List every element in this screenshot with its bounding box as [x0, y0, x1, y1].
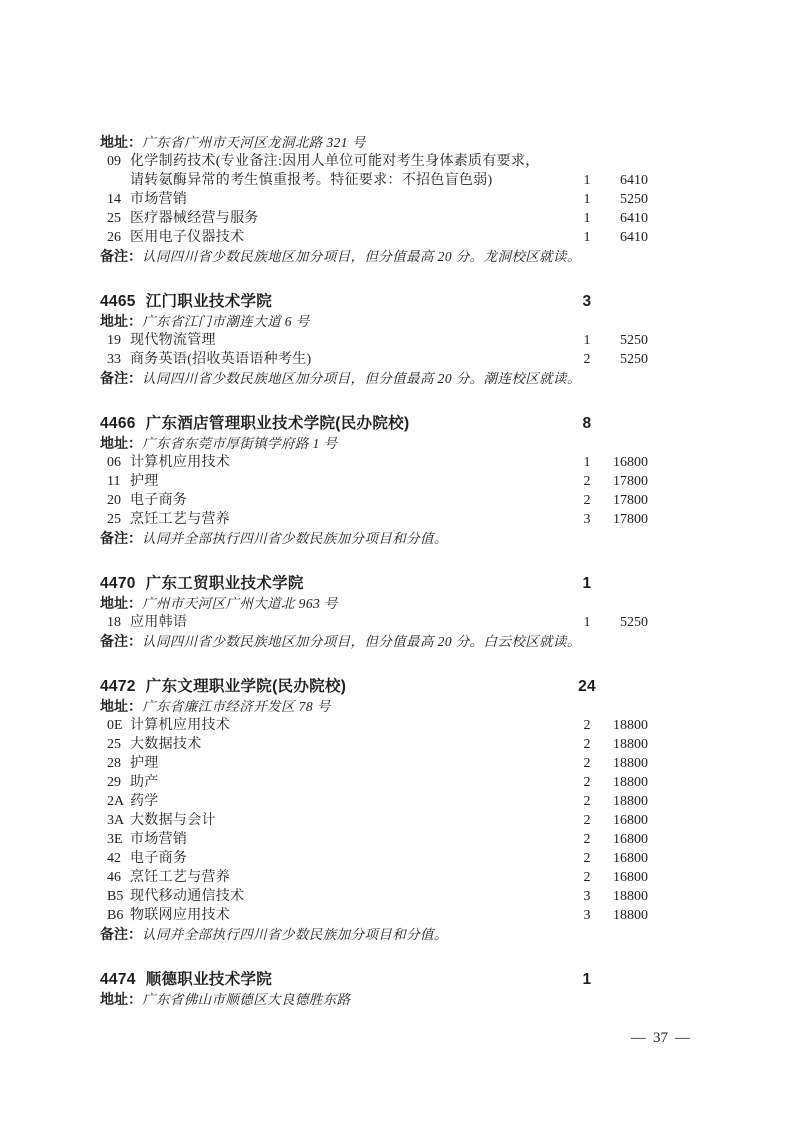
major-name: 市场营销 — [130, 832, 188, 847]
major-row — [100, 868, 648, 887]
major-name: 市场营销 — [130, 192, 188, 207]
note-label: 备注： — [100, 633, 142, 649]
institution-section — [100, 676, 648, 944]
note-label: 备注： — [100, 530, 142, 546]
major-code: 11 — [107, 474, 121, 489]
major-code: 0E — [107, 718, 123, 733]
major-tuition: 18800 — [613, 908, 648, 923]
address-label: 地址： — [100, 134, 142, 150]
institution-plan-count: 1 — [582, 971, 592, 988]
major-row — [100, 792, 648, 811]
major-code: 06 — [107, 455, 121, 470]
major-row — [100, 510, 648, 529]
major-plan-count: 2 — [583, 870, 591, 885]
major-row — [100, 491, 648, 510]
major-name: 烹饪工艺与营养 — [130, 512, 231, 527]
major-name: 医疗器械经营与服务 — [130, 211, 259, 226]
major-tuition: 5250 — [620, 192, 648, 207]
major-code: 33 — [107, 352, 121, 367]
institution-section — [100, 413, 648, 548]
address-line — [100, 697, 648, 716]
major-code: 18 — [107, 615, 121, 630]
address-label: 地址： — [100, 698, 142, 714]
major-name: 现代物流管理 — [130, 333, 216, 348]
major-name: 电子商务 — [130, 851, 188, 866]
note-label: 备注： — [100, 370, 142, 386]
major-plan-count: 1 — [583, 615, 591, 630]
major-row — [100, 830, 648, 849]
note-line — [100, 369, 648, 388]
address-line — [100, 312, 648, 331]
major-plan-count: 3 — [583, 889, 591, 904]
major-name: 电子商务 — [130, 493, 188, 508]
major-name: 助产 — [130, 775, 159, 790]
institution-name: 广东酒店管理职业技术学院(民办院校) — [145, 415, 410, 432]
institution-name: 顺德职业技术学院 — [145, 971, 273, 988]
page-number: 37 — [653, 1030, 668, 1046]
institution-name: 广东文理职业学院(民办院校) — [145, 678, 347, 695]
major-row — [100, 849, 648, 868]
major-tuition: 16800 — [613, 851, 648, 866]
major-tuition: 16800 — [613, 455, 648, 470]
major-row — [100, 152, 648, 171]
institution-code: 4470 — [100, 575, 136, 592]
major-name: 护理 — [130, 756, 159, 771]
major-name: 现代移动通信技术 — [130, 889, 245, 904]
institution-plan-count: 24 — [578, 678, 596, 695]
major-tuition: 6410 — [620, 230, 648, 245]
major-row — [100, 453, 648, 472]
major-row — [100, 716, 648, 735]
institution-header — [100, 413, 648, 434]
major-row — [100, 209, 648, 228]
major-name: 计算机应用技术 — [130, 455, 231, 470]
institution-code: 4465 — [100, 293, 136, 310]
major-code: 46 — [107, 870, 121, 885]
major-plan-count: 2 — [583, 775, 591, 790]
major-tuition: 18800 — [613, 889, 648, 904]
major-row — [100, 613, 648, 632]
major-row — [100, 350, 648, 369]
institution-header — [100, 969, 648, 990]
institution-header — [100, 676, 648, 697]
major-name: 烹饪工艺与营养 — [130, 870, 231, 885]
institution-section — [100, 133, 648, 266]
major-code: 09 — [107, 154, 121, 169]
address-line — [100, 434, 648, 453]
address-line — [100, 133, 648, 152]
major-code: 28 — [107, 756, 121, 771]
admission-list — [100, 133, 648, 1009]
major-row — [100, 906, 648, 925]
institution-code: 4472 — [100, 678, 136, 695]
major-plan-count: 3 — [583, 512, 591, 527]
major-row — [100, 472, 648, 491]
institution-section — [100, 291, 648, 388]
major-name: 医用电子仪器技术 — [130, 230, 245, 245]
major-tuition: 17800 — [613, 512, 648, 527]
page-footer — [631, 1028, 690, 1048]
major-plan-count: 1 — [583, 333, 591, 348]
major-plan-count: 2 — [583, 794, 591, 809]
major-tuition: 5250 — [620, 333, 648, 348]
major-code: 26 — [107, 230, 121, 245]
major-name: 应用韩语 — [130, 615, 188, 630]
major-plan-count: 2 — [583, 718, 591, 733]
major-tuition: 18800 — [613, 794, 648, 809]
major-row — [100, 754, 648, 773]
major-tuition: 5250 — [620, 352, 648, 367]
note-label: 备注： — [100, 248, 142, 264]
major-tuition: 17800 — [613, 474, 648, 489]
major-code: B5 — [107, 889, 124, 904]
major-name: 药学 — [130, 794, 159, 809]
address-line — [100, 990, 648, 1009]
major-plan-count: 3 — [583, 908, 591, 923]
major-name: 大数据技术 — [130, 737, 202, 752]
note-line — [100, 632, 648, 651]
major-name: 商务英语(招收英语语种考生) — [130, 352, 312, 367]
institution-section — [100, 969, 648, 1009]
institution-plan-count: 8 — [582, 415, 592, 432]
major-plan-count: 2 — [583, 493, 591, 508]
major-plan-count: 2 — [583, 813, 591, 828]
address-text: 广东省江门市潮连大道 6 号 — [142, 314, 310, 329]
major-tuition: 18800 — [613, 718, 648, 733]
address-text: 广东省东莞市厚街镇学府路 1 号 — [142, 436, 338, 451]
institution-header — [100, 291, 648, 312]
note-line — [100, 925, 648, 944]
major-tuition: 16800 — [613, 870, 648, 885]
major-tuition: 18800 — [613, 756, 648, 771]
major-name: 化学制药技术(专业备注:因用人单位可能对考生身体素质有要求， — [130, 154, 540, 169]
note-line — [100, 529, 648, 548]
major-row — [100, 811, 648, 830]
institution-name: 江门职业技术学院 — [145, 293, 273, 310]
major-code: 42 — [107, 851, 121, 866]
major-tuition: 6410 — [620, 173, 648, 188]
major-tuition: 16800 — [613, 832, 648, 847]
institution-plan-count: 3 — [582, 293, 592, 310]
institution-code: 4474 — [100, 971, 136, 988]
major-row — [100, 331, 648, 350]
major-tuition: 16800 — [613, 813, 648, 828]
footer-dash-left: — — [631, 1030, 646, 1046]
note-line — [100, 247, 648, 266]
major-row — [100, 190, 648, 209]
major-row — [100, 735, 648, 754]
major-code: 25 — [107, 512, 121, 527]
note-text: 认同并全部执行四川省少数民族加分项目和分值。 — [142, 531, 448, 546]
note-label: 备注： — [100, 926, 142, 942]
institution-header — [100, 573, 648, 594]
address-text: 广东省佛山市顺德区大良德胜东路 — [142, 992, 351, 1007]
major-code: 3E — [107, 832, 123, 847]
institution-plan-count: 1 — [582, 575, 592, 592]
major-plan-count: 2 — [583, 737, 591, 752]
institution-code: 4466 — [100, 415, 136, 432]
address-label: 地址： — [100, 595, 142, 611]
major-name: 计算机应用技术 — [130, 718, 231, 733]
major-name: 物联网应用技术 — [130, 908, 231, 923]
major-plan-count: 2 — [583, 474, 591, 489]
note-text: 认同四川省少数民族地区加分项目，但分值最高 20 分。白云校区就读。 — [142, 634, 581, 649]
institution-section — [100, 573, 648, 651]
major-tuition: 5250 — [620, 615, 648, 630]
major-name-continued: 请转氨酶异常的考生慎重报考。特征要求：不招色盲色弱) — [130, 173, 493, 188]
major-code: 25 — [107, 211, 121, 226]
footer-dash-right: — — [675, 1030, 690, 1046]
major-plan-count: 1 — [583, 173, 591, 188]
major-tuition: 18800 — [613, 737, 648, 752]
major-code: 29 — [107, 775, 121, 790]
major-code: 20 — [107, 493, 121, 508]
major-continuation-row — [100, 171, 648, 190]
major-tuition: 6410 — [620, 211, 648, 226]
major-code: 19 — [107, 333, 121, 348]
major-code: 3A — [107, 813, 125, 828]
major-plan-count: 2 — [583, 832, 591, 847]
major-plan-count: 2 — [583, 352, 591, 367]
major-code: 25 — [107, 737, 121, 752]
major-plan-count: 1 — [583, 192, 591, 207]
major-row — [100, 228, 648, 247]
institution-name: 广东工贸职业技术学院 — [145, 575, 304, 592]
major-plan-count: 1 — [583, 211, 591, 226]
address-label: 地址： — [100, 435, 142, 451]
address-label: 地址： — [100, 313, 142, 329]
address-label: 地址： — [100, 991, 142, 1007]
address-text: 广东省廉江市经济开发区 78 号 — [142, 699, 331, 714]
major-name: 护理 — [130, 474, 159, 489]
major-row — [100, 887, 648, 906]
major-plan-count: 1 — [583, 455, 591, 470]
major-plan-count: 1 — [583, 230, 591, 245]
major-name: 大数据与会计 — [130, 813, 216, 828]
address-line — [100, 594, 648, 613]
note-text: 认同四川省少数民族地区加分项目，但分值最高 20 分。龙洞校区就读。 — [142, 249, 581, 264]
address-text: 广州市天河区广州大道北 963 号 — [142, 596, 338, 611]
note-text: 认同并全部执行四川省少数民族加分项目和分值。 — [142, 927, 448, 942]
major-row — [100, 773, 648, 792]
address-text: 广东省广州市天河区龙洞北路 321 号 — [142, 135, 366, 150]
major-code: 2A — [107, 794, 125, 809]
major-plan-count: 2 — [583, 756, 591, 771]
major-code: 14 — [107, 192, 121, 207]
major-tuition: 17800 — [613, 493, 648, 508]
major-tuition: 18800 — [613, 775, 648, 790]
major-plan-count: 2 — [583, 851, 591, 866]
note-text: 认同四川省少数民族地区加分项目，但分值最高 20 分。潮连校区就读。 — [142, 371, 581, 386]
major-code: B6 — [107, 908, 124, 923]
